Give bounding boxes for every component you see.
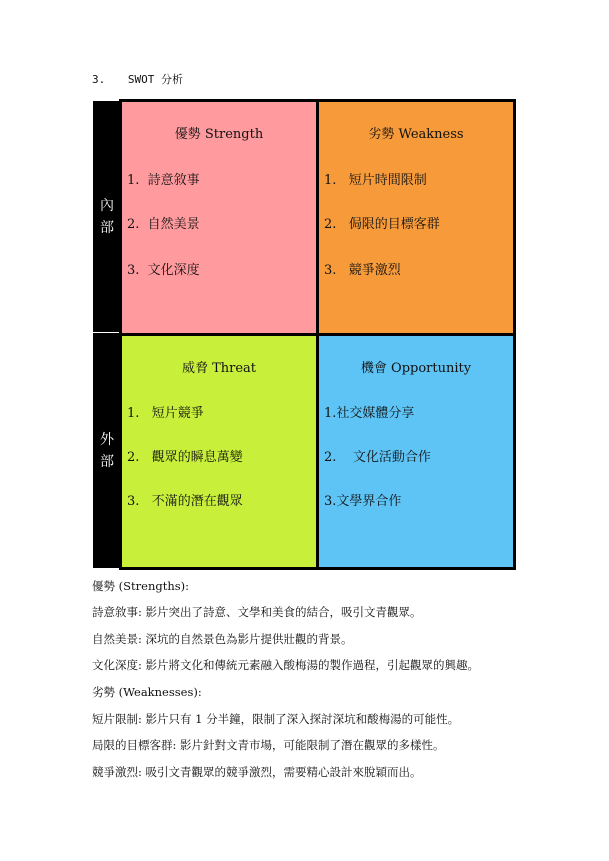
strength-detail-1: 詩意敘事: 影片突出了詩意、文學和美食的結合，吸引文青觀眾。 [92,605,422,619]
internal-label-char-1: 內 [100,197,114,214]
weakness-detail-2: 局限的目標客群: 影片針對文青市場，可能限制了潛在觀眾的多樣性。 [92,738,445,752]
weakness-item-3: 3. 競爭激烈 [324,263,401,278]
strengths-heading: 優勢 (Strengths): [92,579,190,593]
internal-label [93,101,121,332]
opportunity-item-3: 3.文學界合作 [324,494,402,509]
weakness-detail-1: 短片限制: 影片只有 1 分半鐘，限制了深入探討深坑和酸梅湯的可能性。 [92,712,460,726]
weakness-item-1: 1. 短片時間限制 [324,173,427,188]
weakness-detail-3: 競爭激烈: 吸引文青觀眾的競爭激烈，需要精心設計來脫穎而出。 [92,765,422,779]
section-title: SWOT 分析 [127,73,183,86]
weakness-title: 劣勢 Weakness [368,127,464,142]
strength-detail-3: 文化深度: 影片將文化和傳統元素融入酸梅湯的製作過程，引起觀眾的興趣。 [92,658,480,672]
external-label-char-2: 部 [100,453,114,470]
strength-item-3: 3. 文化深度 [127,263,200,278]
opportunity-quadrant [316,333,516,570]
opportunity-title: 機會 Opportunity [360,361,472,376]
external-label-char-1: 外 [100,431,114,448]
section-number: 3. [92,73,106,86]
threat-item-2: 2. 觀眾的瞬息萬變 [127,450,243,465]
strength-detail-2: 自然美景: 深坑的自然景色為影片提供壯觀的背景。 [92,632,353,646]
internal-label-char-2: 部 [100,219,114,236]
threat-item-3: 3. 不滿的潛在觀眾 [127,494,243,509]
external-label [93,333,121,568]
threat-quadrant [119,333,319,570]
opportunity-item-1: 1.社交媒體分享 [324,406,415,421]
section-heading [92,71,183,87]
threat-title: 威脅 Threat [181,361,257,376]
opportunity-item-2: 2. 文化活動合作 [324,450,431,465]
strength-item-2: 2. 自然美景 [127,217,200,232]
weakness-item-2: 2. 侷限的目標客群 [324,217,440,232]
strength-title: 優勢 Strength [174,127,264,142]
strength-item-1: 1. 詩意敘事 [127,173,200,188]
strength-quadrant [119,99,319,336]
weaknesses-heading: 劣勢 (Weaknesses): [92,685,202,699]
weakness-quadrant [316,99,516,336]
threat-item-1: 1. 短片競爭 [127,406,204,421]
